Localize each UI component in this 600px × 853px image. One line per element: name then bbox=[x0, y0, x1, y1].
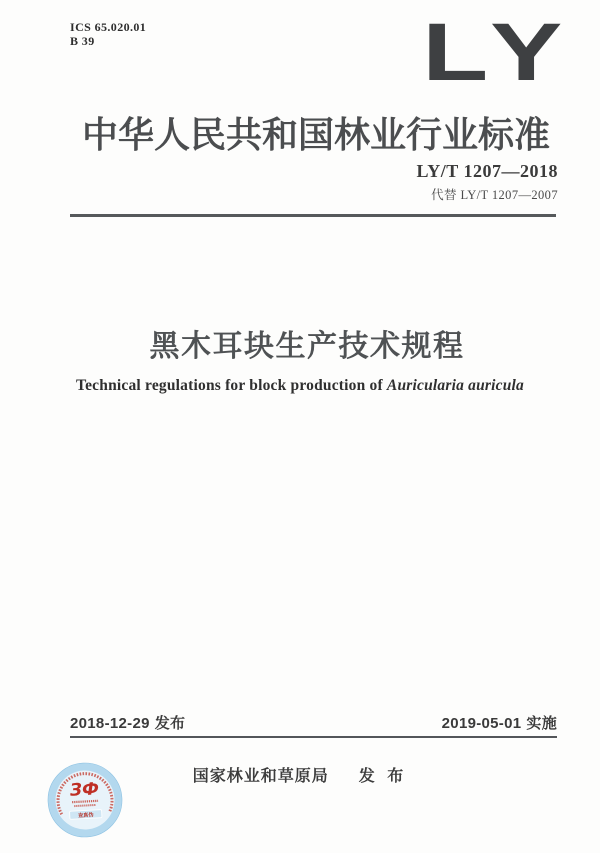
ly-logo: LY bbox=[421, 7, 574, 98]
implementation-date-label: 实施 bbox=[526, 715, 557, 732]
class-code: B 39 bbox=[70, 34, 95, 48]
implementation-date-line bbox=[442, 712, 557, 733]
issue-date-label: 发布 bbox=[154, 715, 186, 732]
header-divider-rule bbox=[70, 214, 556, 217]
ics-code: ICS 65.020.01 bbox=[70, 20, 147, 34]
stamp-emblem-glyph: ЗФ bbox=[69, 779, 100, 801]
title-en-species-name: Auricularia auricula bbox=[386, 377, 524, 394]
ics-classification bbox=[70, 20, 146, 48]
document-title-chinese: 黑木耳块生产技术规程 bbox=[149, 330, 465, 363]
standard-category-title: 中华人民共和国林业行业标准 bbox=[82, 114, 551, 155]
issue-date: 2018-12-29 bbox=[70, 715, 150, 732]
publish-label: 发 布 bbox=[358, 768, 408, 785]
issue-date-line bbox=[70, 712, 185, 733]
footer-divider-rule bbox=[70, 736, 557, 738]
stamp-verify-text: 查真伪 bbox=[77, 812, 94, 820]
document-title-english bbox=[0, 377, 600, 395]
title-en-prefix: Technical regulations for block production of bbox=[75, 377, 387, 394]
standard-number: LY/T 1207—2018 bbox=[416, 161, 558, 181]
implementation-date: 2019-05-01 bbox=[441, 715, 522, 732]
replaces-note: 代替 LY/T 1207—2007 bbox=[431, 188, 558, 202]
anti-counterfeit-stamp bbox=[44, 758, 126, 842]
dates-row bbox=[70, 712, 557, 733]
issuing-authority: 国家林业和草原局 bbox=[192, 768, 329, 785]
